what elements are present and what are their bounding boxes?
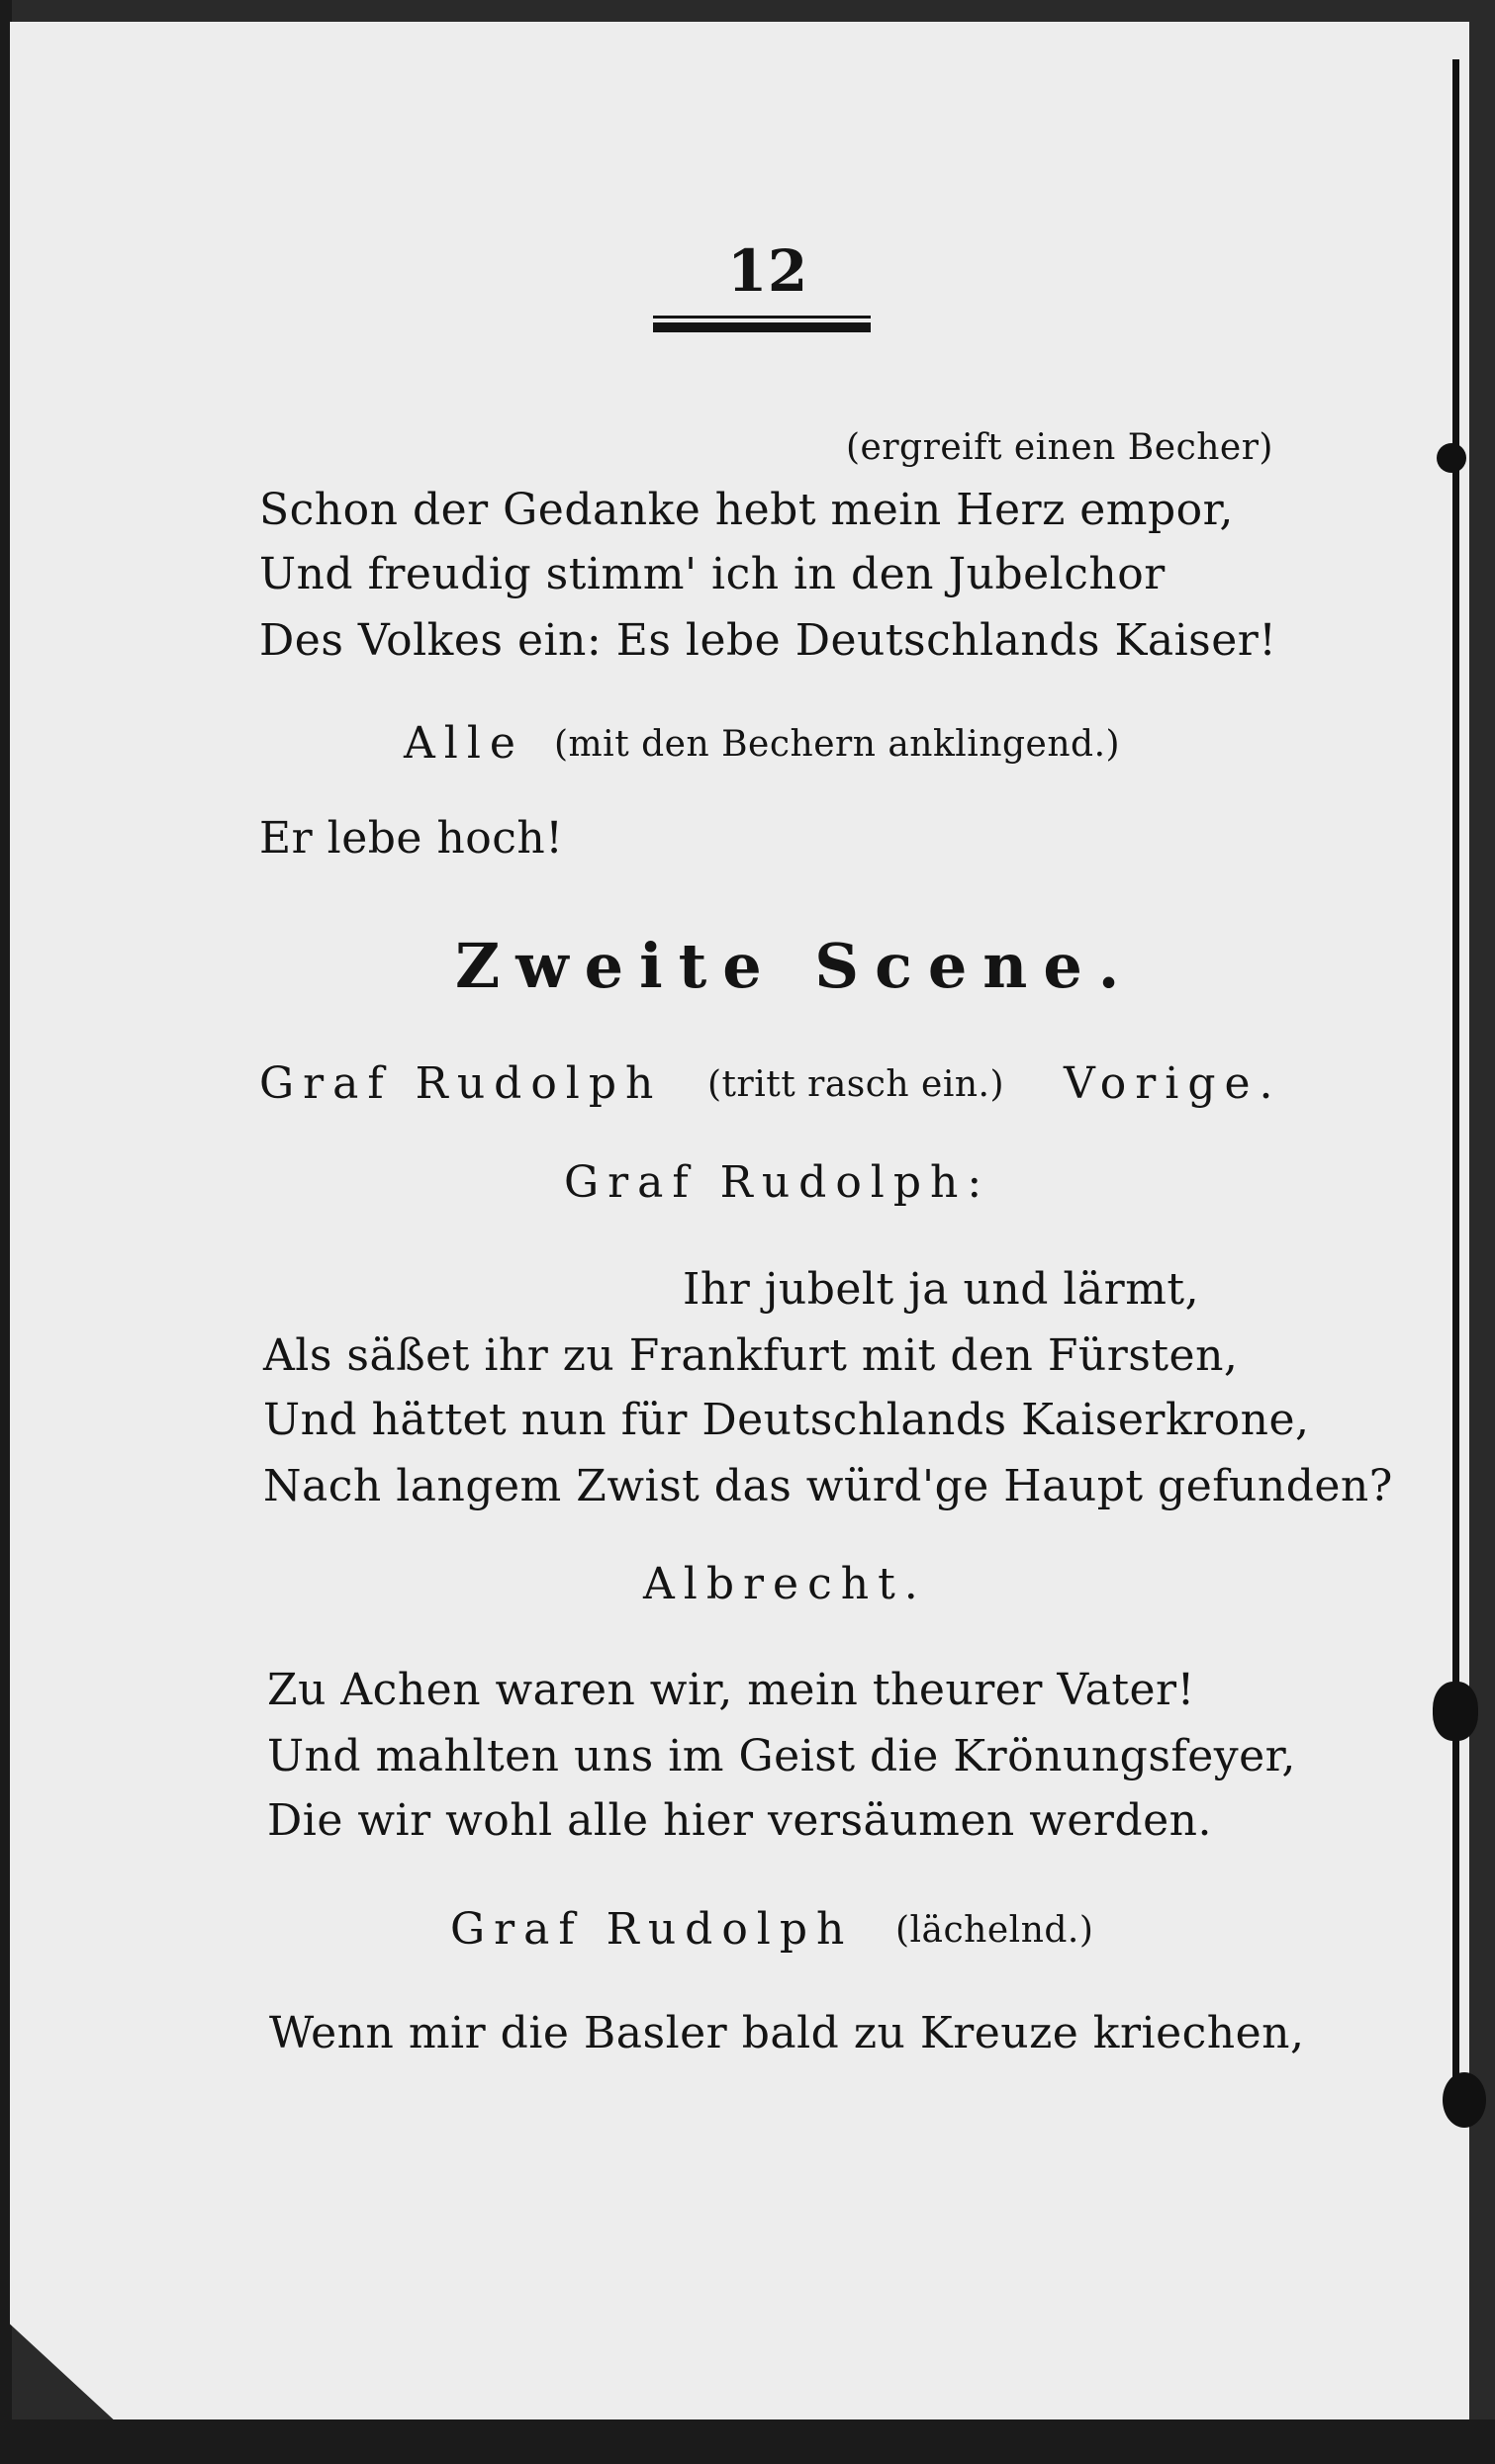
verse-line: Ihr jubelt ja und lärmt, — [683, 1264, 1200, 1315]
verse-line: Wenn mir die Basler bald zu Kreuze kriechen, — [269, 2008, 1305, 2058]
scene-title: Zweite Scene. — [455, 930, 1136, 1002]
verse-line: Zu Achen waren wir, mein theurer Vater! — [267, 1665, 1195, 1715]
stage-direction: (ergreift einen Becher) — [846, 427, 1273, 468]
page-number-rule — [653, 322, 871, 332]
scan-bottom-shadow — [0, 2419, 1495, 2464]
stage-direction: (mit den Bechern anklingend.) — [554, 724, 1121, 765]
verse-line: Und hättet nun für Deutschlands Kaiserkrone, — [263, 1395, 1310, 1445]
book-page — [10, 22, 1469, 2445]
verse-line: Nach langem Zwist das würd'ge Haupt gefunden? — [263, 1461, 1393, 1511]
binding-edge-line — [1452, 59, 1459, 2117]
verse-line: Und freudig stimm' ich in den Jubelchor — [259, 549, 1166, 599]
verse-line: Und mahlten uns im Geist die Krönungsfeyer, — [267, 1731, 1296, 1781]
verse-line: Als säßet ihr zu Frankfurt mit den Fürsten, — [263, 1330, 1239, 1381]
verse-line: Schon der Gedanke hebt mein Herz empor, — [259, 485, 1234, 535]
cast-name: Graf Rudolph — [259, 1058, 663, 1109]
cast-name: Vorige. — [1064, 1058, 1282, 1109]
speaker-name: Alle — [404, 718, 524, 769]
binding-mark — [1433, 1682, 1478, 1741]
verse-line: Er lebe hoch! — [259, 813, 564, 864]
page-number: 12 — [727, 237, 808, 305]
binding-mark — [1443, 2072, 1486, 2128]
speaker-name: Albrecht. — [643, 1559, 927, 1609]
verse-line: Des Volkes ein: Es lebe Deutschlands Kaiser! — [259, 615, 1277, 666]
binding-mark — [1437, 443, 1466, 473]
speaker-name: Graf Rudolph — [450, 1904, 854, 1955]
verse-line: Die wir wohl alle hier versäumen werden. — [267, 1795, 1212, 1846]
stage-direction: (tritt rasch ein.) — [707, 1064, 1005, 1105]
speaker-name: Graf Rudolph: — [564, 1157, 991, 1208]
stage-direction: (lächelnd.) — [895, 1910, 1094, 1951]
